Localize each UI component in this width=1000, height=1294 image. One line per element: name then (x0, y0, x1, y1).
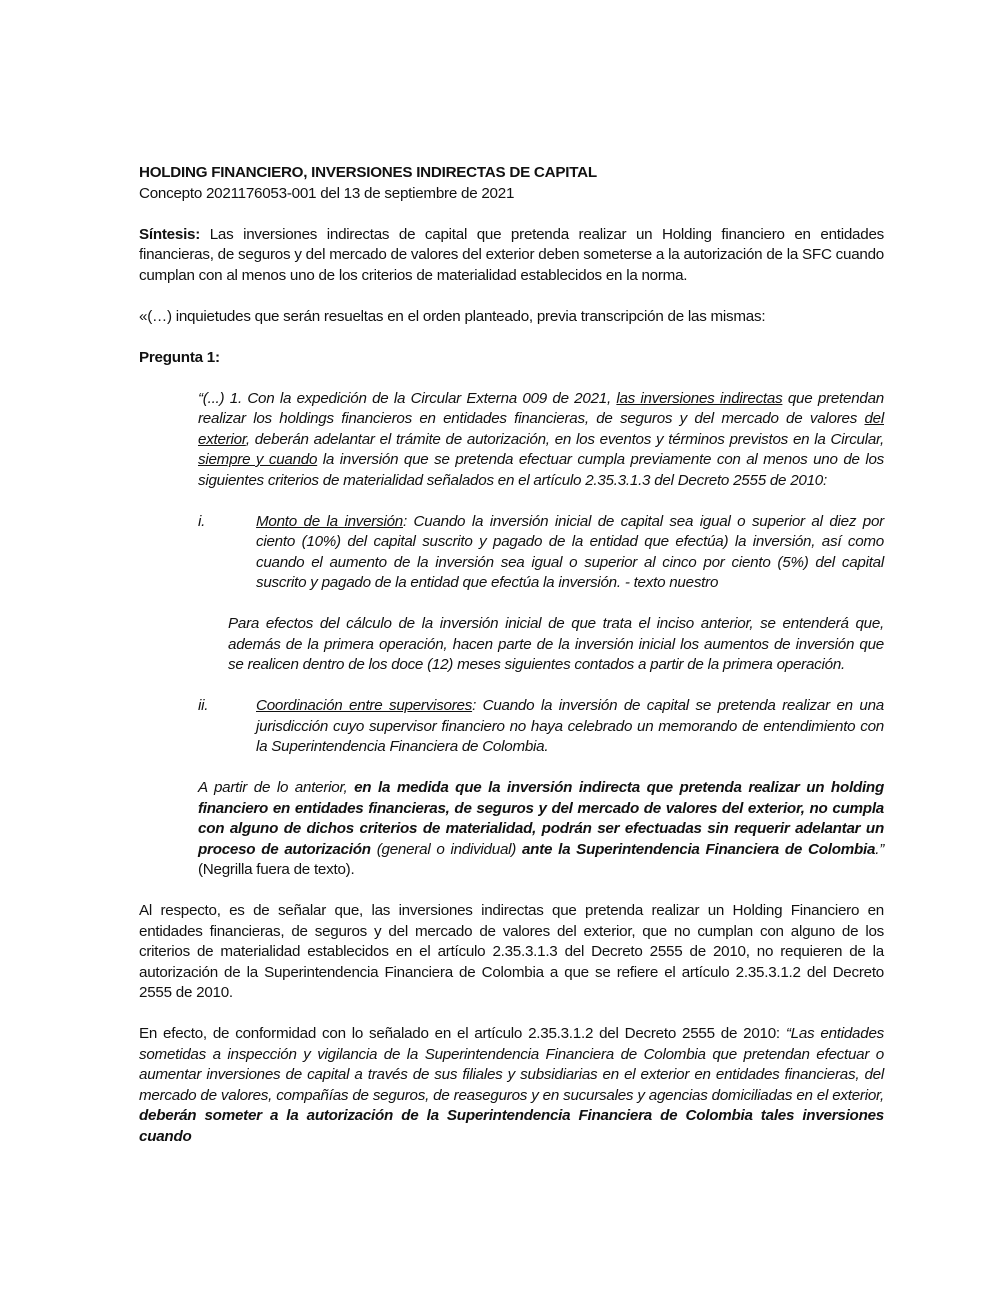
criterion-sub-paragraph: Para efectos del cálculo de la inversión inicial de que trata el inciso anterior, se entenderá que, además de la primera operación, hacen parte de la inversión inicial los aumentos de inversión que se realicen dentro de los doce (12) meses siguientes contados a partir de la primera operación. (228, 615, 884, 673)
criterion-item-1 (198, 512, 884, 594)
efecto-quote: “Las entidades sometidas a inspección y vigilancia de la Superintendencia Financiera de Colombia que pretendan efectuar o aumentar inversiones de capital a través de sus filiales y subsidiarias en el exterior en entidades financieras, del mercado de valores, compañías de seguros, de reaseguros y en sucursales y agencias domiciliadas en el exterior, (139, 1025, 884, 1104)
respecto-paragraph: Al respecto, es de señalar que, las inversiones indirectas que pretenda realizar un Holding Financiero en entidades financieras, de seguros y del mercado de valores del exterior, que no cumplan con alguno de los criterios de materialidad establecidos en el artículo 2.35.3.1.3 del Decreto 2555 de 2010, no requieren de la autorización de la Superintendencia Financiera de Colombia a que se refiere el artículo 2.35.3.1.2 del Decreto 2555 de 2010. (139, 902, 884, 1001)
criterion-title: Coordinación entre supervisores (256, 697, 473, 714)
criterion-number: ii. (198, 697, 209, 714)
criterion-number: i. (198, 512, 206, 530)
question-heading: Pregunta 1: (139, 348, 220, 366)
criterion-text (256, 512, 884, 594)
efecto-paragraph (139, 1024, 884, 1147)
criterion-text (256, 696, 884, 758)
synthesis-text: Las inversiones indirectas de capital que pretenda realizar un Holding financiero en entidades financieras, de seguros y del mercado de valores del exterior deben someterse a la autorización de la SFC cuando cumplan con al menos uno de los criterios de materialidad establecidos en la norma. (139, 225, 884, 284)
criterion-description: : Cuando la inversión de capital se pretenda realizar en una jurisdicción cuyo supervisor financiero no haya celebrado un memorando de entendimiento con la Superintendencia Financiera de Colombia. (256, 697, 884, 755)
criterion-item-2 (198, 696, 884, 758)
quote-underlined-text: del exterior (198, 410, 884, 448)
quote-paragraph-2 (198, 778, 884, 881)
criterion-title: Monto de la inversión (256, 512, 403, 530)
quote-text: , deberán adelantar el trámite de autorización, en los eventos y términos previstos en la Circular, (245, 430, 884, 448)
quote-underlined-text: siempre y cuando (198, 451, 318, 468)
synthesis-label: Síntesis: (139, 225, 201, 243)
quote-text: que pretendan realizar los holdings financieros en entidades financieras, de seguros y del mercado de valores (198, 389, 884, 427)
quote-bold-text: ante la Superintendencia Financiera de Colombia (521, 840, 876, 858)
quote-text: A partir de lo anterior, (198, 779, 355, 796)
quote-text: (general o individual) (370, 840, 522, 858)
synthesis-paragraph (139, 225, 884, 287)
intro-paragraph: «(…) inquietudes que serán resueltas en el orden planteado, previa transcripción de las mismas: (139, 307, 766, 325)
quote-underlined-text: las inversiones indirectas (616, 389, 783, 407)
efecto-quote-bold: deberán someter a la autorización de la Superintendencia Financiera de Colombia tales inversiones cuando (139, 1107, 884, 1145)
quote-paragraph-1 (198, 389, 884, 492)
concept-reference: Concepto 2021176053-001 del 13 de septiembre de 2021 (139, 184, 515, 202)
quote-text: la inversión que se pretenda efectuar cumpla previamente con al menos uno de los siguientes criterios de materialidad señalados en el artículo 2.35.3.1.3 del Decreto 2555 de 2010: (198, 451, 884, 489)
document-title: HOLDING FINANCIERO, INVERSIONES INDIRECTAS DE CAPITAL (139, 164, 597, 181)
quote-text: “(...) 1. Con la expedición de la Circular Externa 009 de 2021, (198, 389, 617, 407)
efecto-text: En efecto, de conformidad con lo señalado en el artículo 2.35.3.1.2 del Decreto 2555 de 2010: (139, 1025, 786, 1042)
quote-bold-text: en la medida que la inversión indirecta que pretenda realizar un holding financiero en entidades financieras, de seguros y del mercado de valores del exterior, no cumpla con alguno de dichos criterios de materialidad, podrán ser efectuadas sin requerir adelantar un proceso de autorización (198, 779, 884, 858)
criterion-description: : Cuando la inversión inicial de capital sea igual o superior al diez por ciento (10%) del capital suscrito y pagado de la entidad que efectúa) la inversión, así como cuando el aumento de la inversión sea igual o superior al cinco por ciento (5%) del capital suscrito y pagado de la entidad que efectúa la inversión. - texto nuestro (256, 512, 884, 591)
quote-note: (Negrilla fuera de texto). (198, 861, 355, 878)
quote-text: .” (875, 840, 884, 858)
